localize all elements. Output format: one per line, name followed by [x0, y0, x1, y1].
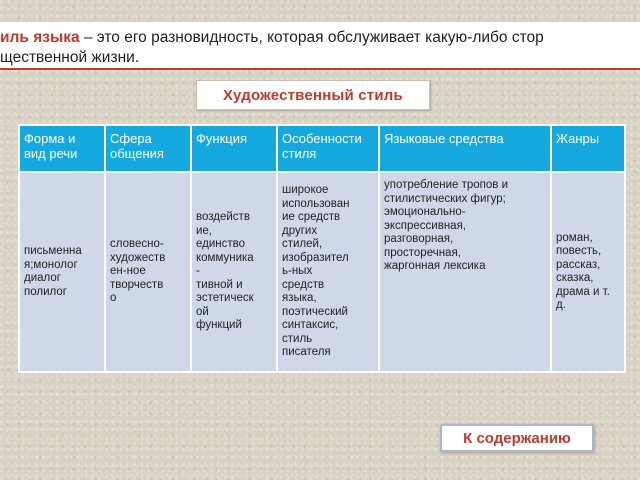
header-features: Особенности стиля — [277, 125, 379, 172]
contents-button[interactable]: К содержанию — [440, 424, 594, 452]
header-genres: Жанры — [551, 125, 625, 172]
table-row — [19, 172, 625, 372]
table-header-row — [19, 125, 625, 172]
cell-sphere: словесно- художеств ен-ное творчеств о — [105, 172, 191, 372]
definition-line-2: щественной жизни. — [0, 49, 140, 66]
definition-banner — [0, 22, 640, 70]
style-table — [18, 124, 626, 373]
header-sphere: Сфера общения — [105, 125, 191, 172]
slide-title: Художественный стиль — [196, 80, 430, 110]
definition-term: иль языка — [0, 29, 80, 46]
cell-genres: роман, повесть, рассказ, сказка, драма и т. д. — [551, 172, 625, 372]
header-function: Функция — [191, 125, 277, 172]
cell-function: воздейств ие, единство коммуника - тивной и эстетическ ой функций — [191, 172, 277, 372]
header-form-of-speech: Форма и вид речи — [19, 125, 105, 172]
header-language-means: Языковые средства — [379, 125, 551, 172]
cell-form-of-speech: письменна я;монолог диалог полилог — [19, 172, 105, 372]
cell-language-means: употребление тропов и стилистических фигур; эмоционально- экспрессивная, разговорная, просторечная, жаргонная лексика — [379, 172, 551, 372]
cell-features: широкое использован ие средств других стилей, изобразител ь-ных средств языка, поэтический синтаксис, стиль писателя — [277, 172, 379, 372]
definition-line-1 — [0, 28, 640, 48]
definition-text: – это его разновидность, которая обслуживает какую-либо стор — [79, 29, 544, 46]
